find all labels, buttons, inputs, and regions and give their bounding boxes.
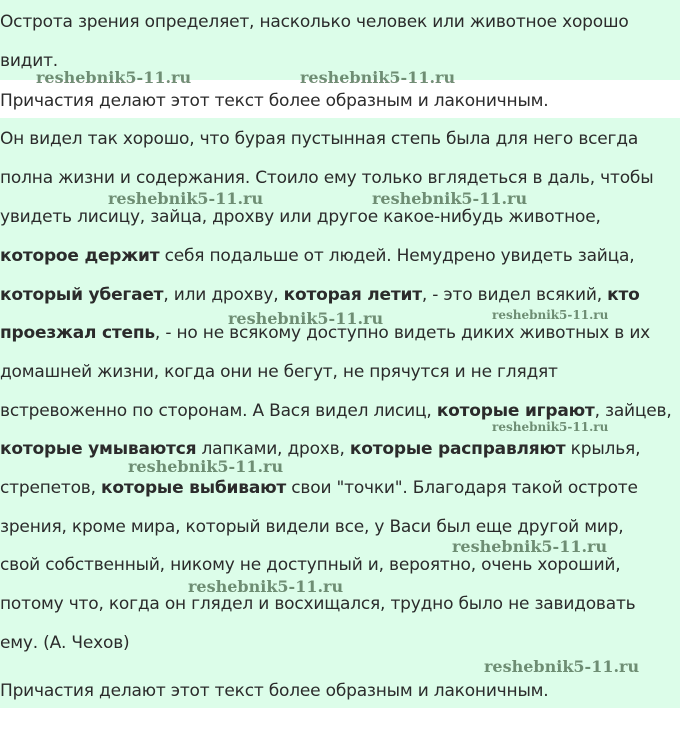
participle-phrase: которые выбивают — [101, 478, 287, 498]
passage-line-9 — [0, 438, 640, 460]
passage-text: себя подальше от людей. Немудрено увидеть зайца, — [159, 246, 635, 266]
watermark: reshebnik5-11.ru — [492, 308, 609, 322]
watermark: reshebnik5-11.ru — [108, 189, 264, 208]
watermark: reshebnik5-11.ru — [300, 68, 456, 87]
watermark: reshebnik5-11.ru — [452, 537, 608, 556]
watermark: reshebnik5-11.ru — [492, 420, 609, 434]
intro-line-2: видит. — [0, 51, 58, 71]
passage-text: свои "точки". Благодаря такой остроте — [286, 478, 638, 498]
passage-text: лапками, дрохв, — [196, 439, 350, 459]
participle-phrase: которые играют — [436, 401, 595, 421]
participle-phrase: проезжал степь — [0, 323, 155, 343]
passage-line-2: полна жизни и содержания. Стоило ему только вглядеться в даль, чтобы — [0, 168, 654, 188]
passage-text: встревоженно по сторонам. А Вася видел лисиц, — [0, 401, 437, 421]
passage-text: , или дрохву, — [163, 285, 284, 305]
watermark: reshebnik5-11.ru — [372, 189, 528, 208]
participle-phrase: которая летит — [283, 285, 422, 305]
watermark: reshebnik5-11.ru — [228, 309, 384, 328]
passage-line-8 — [0, 400, 672, 422]
conclusion-top: Причастия делают этот текст более образным и лаконичным. — [0, 91, 549, 111]
passage-text: крылья, — [565, 439, 641, 459]
passage-text: , - но не всякому доступно видеть диких животных в их — [154, 323, 651, 343]
passage-line-13: потому что, когда он глядел и восхищался, трудно было не завидовать — [0, 594, 636, 614]
watermark: reshebnik5-11.ru — [484, 657, 640, 676]
passage-line-14: ему. (А. Чехов) — [0, 633, 130, 653]
participle-phrase: кто — [607, 285, 640, 305]
passage-line-7: домашней жизни, когда они не бегут, не прячутся и не глядят — [0, 362, 558, 382]
watermark: reshebnik5-11.ru — [36, 68, 192, 87]
conclusion-bottom: Причастия делают этот текст более образным и лаконичным. — [0, 681, 549, 701]
passage-line-12: свой собственный, никому не доступный и, вероятно, очень хороший, — [0, 555, 621, 575]
watermark: reshebnik5-11.ru — [188, 577, 344, 596]
participle-phrase: который убегает — [0, 285, 164, 305]
passage-line-11: зрения, кроме мира, который видели все, у Васи был еще другой мир, — [0, 517, 624, 537]
passage-text: , зайцев, — [594, 401, 672, 421]
intro-line-1: Острота зрения определяет, насколько человек или животное хорошо — [0, 12, 629, 32]
passage-line-1: Он видел так хорошо, что бурая пустынная степь была для него всегда — [0, 129, 639, 149]
participle-phrase: которое держит — [0, 246, 160, 266]
participle-phrase: которые расправляют — [349, 439, 566, 459]
passage-line-5 — [0, 284, 640, 306]
passage-text: стрепетов, — [0, 478, 102, 498]
watermark: reshebnik5-11.ru — [128, 457, 284, 476]
passage-text: , - это видел всякий, — [421, 285, 608, 305]
participle-phrase: которые умываются — [0, 439, 197, 459]
passage-line-10 — [0, 477, 638, 499]
passage-line-4 — [0, 245, 634, 267]
passage-line-3: увидеть лисицу, зайца, дрохву или другое какое-нибудь животное, — [0, 207, 601, 227]
